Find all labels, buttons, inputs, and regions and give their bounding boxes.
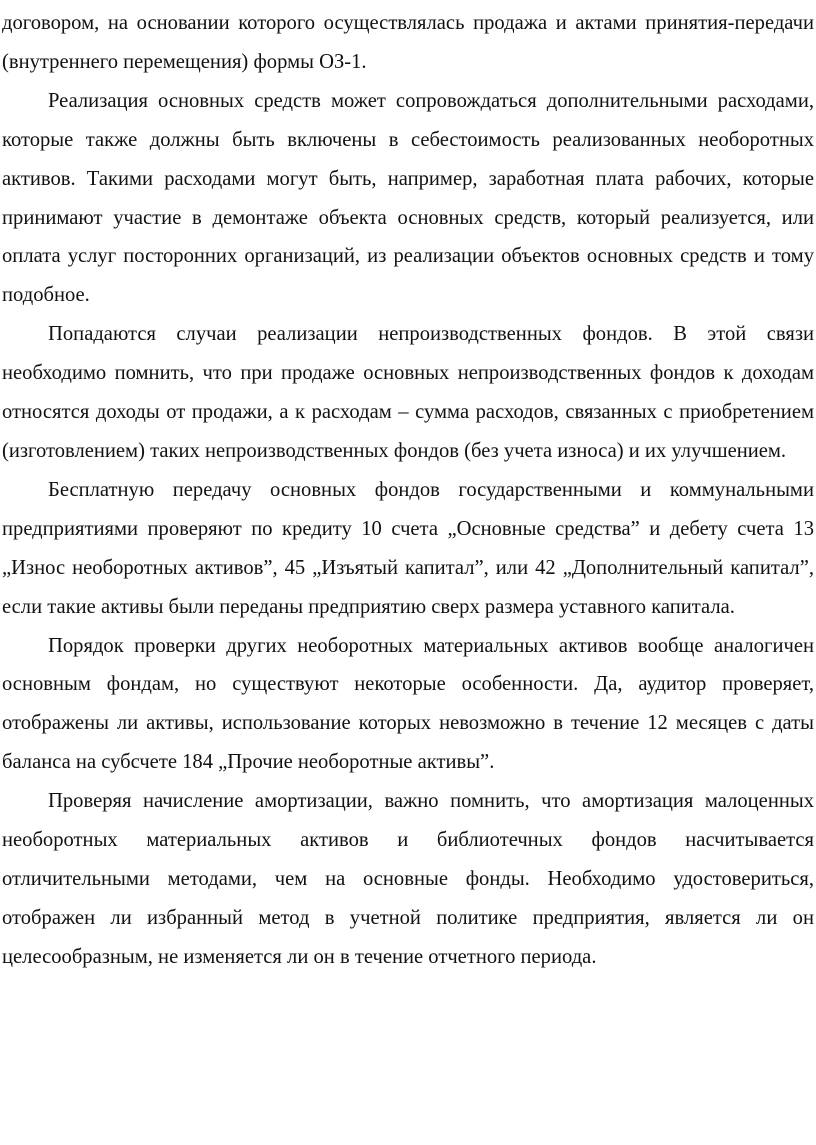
paragraph-free-transfer: Бесплатную передачу основных фондов государственными и коммунальными предприятиями проверяют по кредиту 10 счета „Основные средства” и дебету счета 13 „Износ необоротных активов”, 45 „Изъятый капитал”, или 42 „Дополнительный капитал”, если такие активы были переданы предприятию сверх размера уставного капитала.: [2, 478, 814, 618]
paragraph-nonproduction-funds: Попадаются случаи реализации непроизводственных фондов. В этой связи необходимо помнить, что при продаже основных непроизводственных фондов к доходам относятся доходы от продажи, а к расходам – сумма расходов, связанных с приобретением (изготовлением) таких непроизводственных фондов (без учета износа) и их улучшением.: [2, 323, 814, 462]
paragraph-other-assets: Порядок проверки других необоротных материальных активов вообще аналогичен основным фондам, но существуют некоторые особенности. Да, аудитор проверяет, отображены ли активы, использование которых невозможно в течение 12 месяцев с даты баланса на субсчете 184 „Прочие необоротные активы”.: [2, 634, 814, 774]
paragraph-depreciation: Проверяя начисление амортизации, важно помнить, что амортизация малоценных необоротных материальных активов и библиотечных фондов насчитывается отличительными методами, чем на основные фонды. Необходимо удостовериться, отображен ли избранный метод в учетной политике предприятия, является ли он целесообразным, не изменяется ли он в течение отчетного периода.: [2, 790, 814, 968]
paragraph-sale-expenses: Реализация основных средств может сопровождаться дополнительными расходами, которые также должны быть включены в себестоимость реализованных необоротных активов. Такими расходами могут быть, например, заработная плата рабочих, которые принимают участие в демонтаже объекта основных средств, который реализуется, или оплата услуг посторонних организаций, из реализации объектов основных средств и тому подобное.: [2, 89, 814, 307]
paragraph-contract-continuation: договором, на основании которого осуществлялась продажа и актами принятия-передачи (внутреннего перемещения) формы ОЗ-1.: [2, 12, 814, 73]
